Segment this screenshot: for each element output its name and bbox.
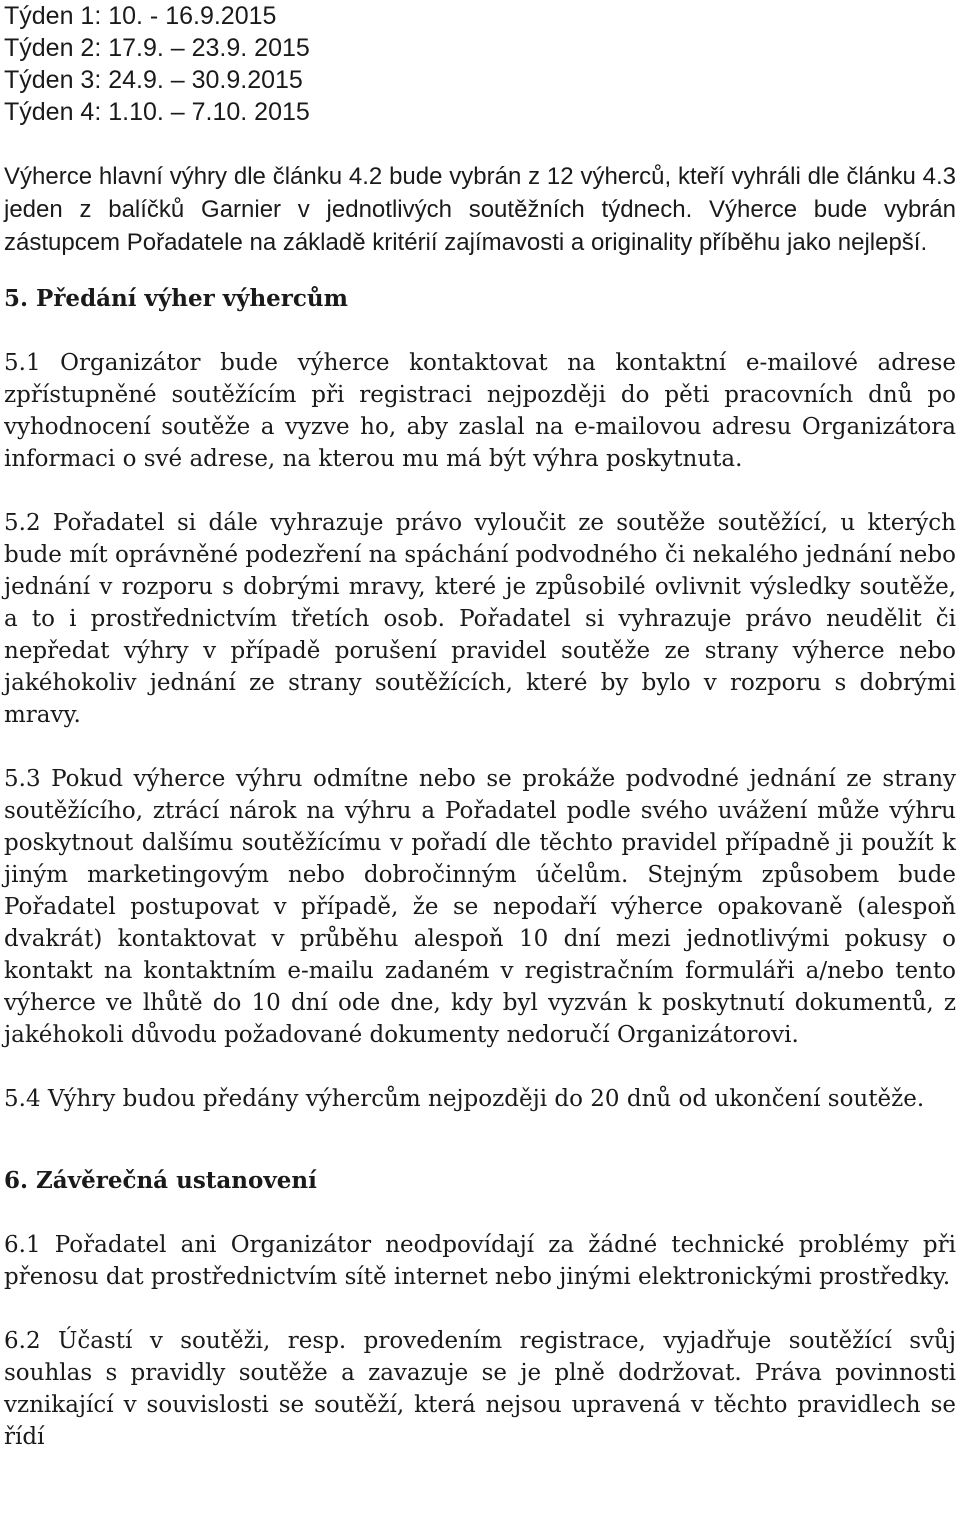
section-6-heading: 6. Závěrečná ustanovení: [4, 1167, 317, 1194]
week-line-2: Týden 2: 17.9. – 23.9. 2015: [4, 34, 310, 62]
section-5-heading: 5. Předání výher výhercům: [4, 285, 348, 312]
paragraph-5-3: 5.3 Pokud výherce výhru odmítne nebo se prokáže podvodné jednání ze strany soutěžícího, ztrácí nárok na výhru a Pořadatel podle svého uvážení může výhru poskytnout dalšímu soutěžícímu v pořadí dle těchto pravidel případně ji použít k jiným marketingovým nebo dobročinným účelům. Stejným způsobem bude Pořadatel postupovat v případě, že se nepodaří výherce opakovaně (alespoň dvakrát) kontaktovat v průběhu alespoň 10 dní mezi jednotlivými pokusy o kontakt na kontaktním e-mailu zadaném v registračním formuláři a/nebo tento výherce ve lhůtě do 10 dní ode dne, kdy byl vyzván k poskytnutí dokumentů, z jakéhokoli důvodu požadované dokumenty nedoručí Organizátorovi.: [4, 766, 956, 1048]
paragraph-5-4: 5.4 Výhry budou předány výhercům nejpozději do 20 dnů od ukončení soutěže.: [4, 1086, 925, 1112]
paragraph-6-2: 6.2 Účastí v soutěži, resp. provedením registrace, vyjadřuje soutěžící svůj souhlas s pravidly soutěže a zavazuje se je plně dodržovat. Práva povinnosti vznikající v souvislosti se soutěží, která nejsou upravená v těchto pravidlech se řídí: [4, 1328, 956, 1450]
weeks-list: [4, 0, 956, 128]
paragraph-6-1: 6.1 Pořadatel ani Organizátor neodpovídají za žádné technické problémy při přenosu dat prostřednictvím sítě internet nebo jinými elektronickými prostředky.: [4, 1232, 956, 1290]
paragraph-5-2: 5.2 Pořadatel si dále vyhrazuje právo vyloučit ze soutěže soutěžící, u kterých bude mít oprávněné podezření na spáchání podvodného či nekalého jednání nebo jednání v rozporu s dobrými mravy, které je způsobilé ovlivnit výsledky soutěže, a to i prostřednictvím třetích osob. Pořadatel si vyhrazuje právo neudělit či nepředat výhry v případě porušení pravidel soutěže ze strany výherce nebo jakéhokoliv jednání ze strany soutěžících, které by bylo v rozporu s dobrými mravy.: [4, 510, 956, 728]
week-line-3: Týden 3: 24.9. – 30.9.2015: [4, 66, 303, 94]
intro-paragraph: Výherce hlavní výhry dle článku 4.2 bude vybrán z 12 výherců, kteří vyhráli dle článku 4.3 jeden z balíčků Garnier v jednotlivých soutěžních týdnech. Výherce bude vybrán zástupcem Pořadatele na základě kritérií zajímavosti a originality příběhu jako nejlepší.: [4, 163, 956, 256]
week-line-1: Týden 1: 10. - 16.9.2015: [4, 2, 277, 30]
paragraph-5-1: 5.1 Organizátor bude výherce kontaktovat na kontaktní e-mailové adrese zpřístupněné soutěžícím při registraci nejpozději do pěti pracovních dnů po vyhodnocení soutěže a vyzve ho, aby zaslal na e-mailovou adresu Organizátora informaci o své adrese, na kterou mu má být výhra poskytnuta.: [4, 350, 956, 472]
week-line-4: Týden 4: 1.10. – 7.10. 2015: [4, 98, 310, 126]
